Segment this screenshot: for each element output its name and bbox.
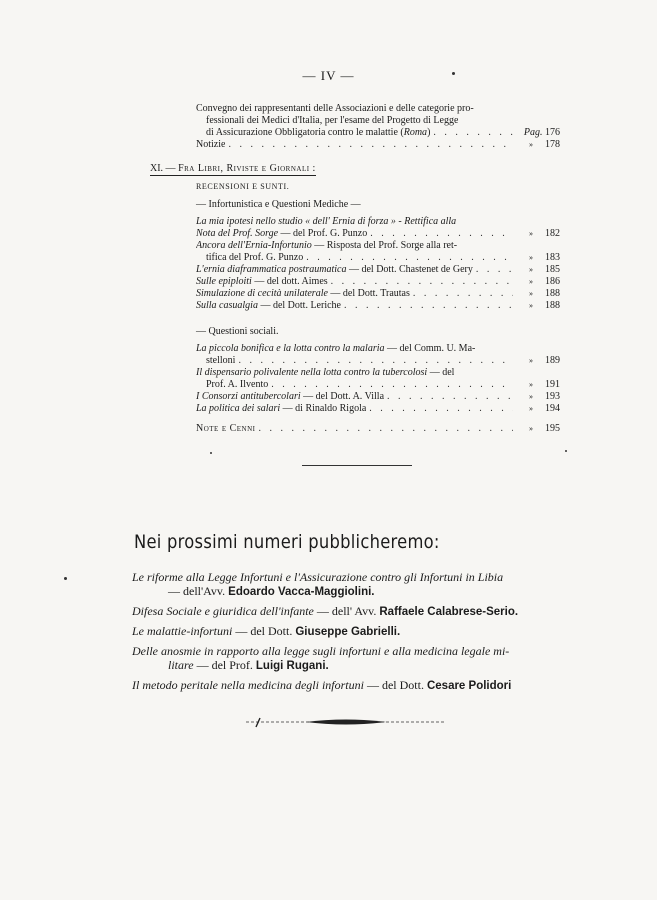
section-title: Fra Libri, Riviste e Giornali :: [178, 163, 316, 174]
section-number: XI. —: [150, 163, 176, 174]
toc-entry: [196, 288, 560, 300]
entry-title: Nota del Prof. Sorge: [196, 228, 279, 239]
entry-author: — di Rinaldo Rigola: [282, 403, 367, 414]
upcoming-title: Le riforme alla Legge Infortuni e l'Assicurazione contro gli Infortuni in Libia: [132, 570, 504, 584]
toc-line: di Assicurazione Obbligatoria contro le malattie (Roma): [206, 127, 431, 138]
entry-title: Sulle epiploiti: [196, 276, 252, 287]
upcoming-item: [132, 570, 592, 599]
toc-entry: [196, 367, 560, 391]
upcoming-author: Giuseppe Gabrielli.: [295, 626, 401, 638]
upcoming-prefix: — del Prof.: [196, 658, 253, 672]
toc-line: fessionali dei Medici d'Italia, per l'esame del Progetto di Legge: [206, 115, 459, 126]
entry-author: — del Comm. U. Ma-: [387, 343, 476, 354]
upcoming-title: Le malattie-infortuni: [132, 624, 233, 638]
entry-author: — del Dott. Leriche: [260, 300, 341, 311]
upcoming-author: Cesare Polidori: [426, 680, 512, 692]
page-ref: 186: [545, 276, 560, 287]
ditto-mark: »: [529, 229, 533, 238]
group-heading: — Questioni sociali.: [196, 326, 279, 337]
ditto-mark: »: [529, 289, 533, 298]
dot-leader: [259, 423, 514, 435]
ditto-mark: »: [529, 265, 533, 274]
ditto-mark: »: [529, 392, 533, 401]
upcoming-title: Delle anosmie in rapporto alla legge sugli infortuni e alla medicina legale mi-: [132, 644, 510, 658]
upcoming-title: Il metodo peritale nella medicina degli infortuni: [132, 678, 364, 692]
toc-entry-notizie: [196, 139, 560, 151]
entry-author: Prof. A. Ilvento: [206, 379, 269, 390]
entry-author: tifica del Prof. G. Punzo: [206, 252, 304, 263]
entry-title: Sulla casualgia: [196, 300, 258, 311]
page-ref: 182: [545, 228, 560, 239]
upcoming-title: Difesa Sociale e giuridica dell'infante: [132, 604, 314, 618]
toc-entry: [196, 276, 560, 288]
print-speck: [64, 577, 67, 580]
upcoming-prefix: — dell' Avv.: [316, 604, 377, 618]
table-of-contents: [150, 103, 560, 435]
upcoming-item: [132, 644, 592, 673]
upcoming-title: litare: [168, 658, 194, 672]
entry-author: — del Prof. G. Punzo: [280, 228, 368, 239]
ditto-mark: »: [529, 277, 533, 286]
dot-leader: [238, 355, 513, 367]
dot-leader: [370, 228, 513, 240]
page-ref: 193: [545, 391, 560, 402]
upcoming-author: Luigi Rugani.: [255, 660, 329, 672]
page-ref: 183: [545, 252, 560, 263]
section-divider: [302, 465, 412, 466]
entry-title: Il dispensario polivalente nella lotta contro la tubercolosi: [196, 367, 428, 378]
dot-leader: [369, 403, 513, 415]
page-number: — IV —: [302, 68, 355, 83]
entry-title: La piccola bonifica e la lotta contro la malaria: [196, 343, 385, 354]
print-speck: [210, 452, 212, 454]
ditto-mark: »: [529, 380, 533, 389]
print-speck: [565, 450, 567, 452]
announcement-heading: Nei prossimi numeri pubblicheremo:: [134, 531, 440, 553]
page-ref: 195: [545, 423, 560, 434]
entry-author: — Risposta del Prof. Sorge alla ret-: [314, 240, 458, 251]
page-ref: 185: [545, 264, 560, 275]
toc-entry: [196, 216, 560, 240]
dot-leader: [331, 276, 513, 288]
dot-leader: [228, 139, 513, 151]
page-ref: 176: [545, 127, 560, 138]
page-ref: 189: [545, 355, 560, 366]
ornament-divider: [246, 716, 446, 728]
page-ref: 191: [545, 379, 560, 390]
ditto-mark: »: [529, 356, 533, 365]
entry-author: — del dott. Aimes: [254, 276, 328, 287]
dot-leader: [271, 379, 513, 391]
entry-author: stelloni: [206, 355, 236, 366]
dot-leader: [387, 391, 513, 403]
toc-entry: [196, 403, 560, 415]
entry-title: Simulazione di cecità unilaterale: [196, 288, 328, 299]
dot-leader: [476, 264, 513, 276]
upcoming-item: [132, 624, 592, 639]
toc-entry: [196, 343, 560, 367]
notes-label: Note e Cenni: [196, 423, 256, 434]
toc-entry: [196, 391, 560, 403]
entry-title: La politica dei salari: [196, 403, 281, 414]
toc-entry-convegno: [196, 103, 560, 139]
ditto-mark: »: [529, 140, 533, 149]
dot-leader: [413, 288, 513, 300]
ditto-mark: »: [529, 253, 533, 262]
upcoming-author: Raffaele Calabrese-Serio.: [379, 606, 519, 618]
entry-title: La mia ipotesi nello studio « dell' Ernia di forza » - Rettifica alla: [196, 216, 457, 227]
page-ref: 178: [545, 139, 560, 150]
toc-entry-notes: [196, 423, 560, 435]
entry-title: L'ernia diaframmatica postraumatica: [196, 264, 347, 275]
upcoming-list: [132, 570, 592, 698]
upcoming-prefix: — del Dott.: [366, 678, 424, 692]
dot-leader: [306, 252, 513, 264]
toc-line: Notizie: [196, 139, 226, 150]
entry-author: — del Dott. Chastenet de Gery: [348, 264, 473, 275]
dot-leader: [344, 300, 513, 312]
upcoming-prefix: — del Dott.: [235, 624, 293, 638]
entry-author: — del Dott. A. Villa: [303, 391, 385, 402]
print-speck: [452, 72, 455, 75]
entry-title: Ancora dell'Ernia-Infortunio: [196, 240, 312, 251]
page-label: Pag.: [523, 127, 543, 138]
ditto-mark: »: [529, 424, 533, 433]
page-ref: 194: [545, 403, 560, 414]
entry-author: — del Dott. Trautas: [330, 288, 410, 299]
page-ref: 188: [545, 300, 560, 311]
ditto-mark: »: [529, 404, 533, 413]
toc-entry: [196, 264, 560, 276]
toc-line: Convegno dei rappresentanti delle Associazioni e delle categorie pro-: [196, 103, 474, 114]
toc-entry: [196, 240, 560, 264]
entry-title: I Consorzi antitubercolari: [196, 391, 301, 402]
upcoming-item: [132, 678, 592, 693]
dot-leader: [433, 127, 513, 139]
ditto-mark: »: [529, 301, 533, 310]
toc-entry: [196, 300, 560, 312]
section-heading: [150, 163, 560, 175]
section-subtitle: RECENSIONI E SUNTI.: [196, 182, 290, 191]
group-heading: — Infortunistica e Questioni Mediche —: [196, 199, 361, 210]
upcoming-prefix: — dell'Avv.: [168, 584, 226, 598]
page-ref: 188: [545, 288, 560, 299]
upcoming-author: Edoardo Vacca-Maggiolini.: [228, 586, 375, 598]
entry-author: — del: [429, 367, 455, 378]
upcoming-item: [132, 604, 592, 619]
